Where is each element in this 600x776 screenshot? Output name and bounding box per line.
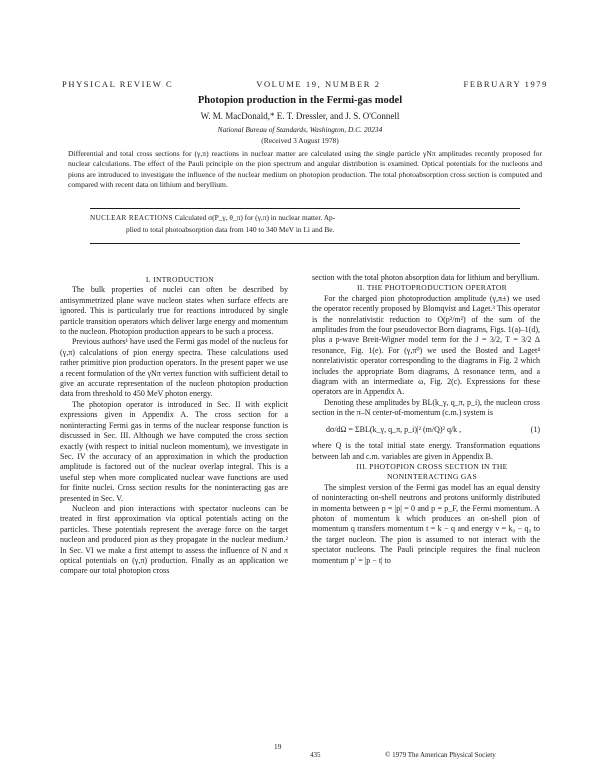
section-heading-introduction: I. INTRODUCTION: [145, 275, 215, 284]
section-heading-cross-section-line-1: III. PHOTOPION CROSS SECTION IN THE: [356, 461, 508, 471]
abstract: Differential and total cross sections for (γ,π) reactions in nuclear matter are calculated using the single particle γNπ amplitudes recently proposed for nuclear calculations. The effect of the Pauli principle on the pion spectrum and angular distribution is examined. Optical potentials for the nucleons and pions are introduced to investigate the influence of the nuclear medium on photopion production. The total photoabsorption cross section is computed and compared with recent data on lithium and beryllium.: [68, 149, 542, 189]
paragraph-continued: section with the total photon absorption data for lithium and beryllium.: [312, 273, 540, 282]
paragraph: The bulk properties of nuclei can often be described by antisymmetrized plane wave nucleon states when surface effects are ignored. This is particularly true for reactions introduced by single particle transition operators which deliver large energy and momentum to the nucleon. Photopion production appears to be such a process.: [60, 285, 288, 337]
author-list: W. M. MacDonald,* E. T. Dressler, and J. S. O'Connell: [200, 111, 400, 121]
copyright-notice: © 1979 The American Physical Society: [385, 751, 496, 759]
keywords-line-1: Calculated σ(P_γ, θ_π) for (γ,π) in nuclear matter. Ap-: [174, 213, 336, 222]
received-date: (Received 3 August 1978): [261, 136, 339, 145]
section-heading-photoproduction-operator: II. THE PHOTOPRODUCTION OPERATOR: [356, 283, 508, 293]
paragraph: The simplest version of the Fermi gas model has an equal density of noninteracting on-shell neutrons and protons uniformly distributed in momenta between p = |p| = 0 and p = p_F, the Fermi momentum. A photon of momentum k which produces an on-shell pion of momentum q transfers momentum t = k − q and energy ν = k₀ − q₀ to the target nucleon. The pion is assumed to not interact with the spectator nucleons. The Pauli principle requires the final nucleon momentum p′ = |p − t| to: [312, 482, 540, 565]
right-column: [312, 273, 540, 566]
paper-title: Photopion production in the Fermi-gas model: [197, 95, 403, 106]
journal-name: PHYSICAL REVIEW C: [62, 79, 174, 89]
equation-1: [326, 425, 540, 435]
section-heading-cross-section-line-2: NONINTERACTING GAS: [387, 472, 477, 482]
page-number: 435: [310, 751, 321, 759]
volume-number: VOLUME 19, NUMBER 2: [256, 79, 381, 89]
keywords-box: [90, 208, 520, 244]
paragraph: Nucleon and pion interactions with spectator nucleons can be treated in first approximation via optical potentials acting on the particles. These potentials represent the average force on the target nucleon and produced pion as they propagate in the nuclear medium.² In Sec. VI we make a first attempt to assess the influence of N and π optical potentials on (γ,π) production. Finally as an application we compare our total photopion cross: [60, 503, 288, 576]
issue-date: FEBRUARY 1979: [463, 79, 548, 89]
equation-body: dσ/dΩ = ΣBL(k_γ, q_π, p_i)|² (m/Q)² q/k ,: [326, 424, 462, 434]
paragraph: For the charged pion photoproduction amplitude (γ,π±) we used the operator recently proposed by Blomqvist and Laget.³ This operator is the nonrelativistic reduction to O(p²/m²) of the sum of the amplitudes from the four pseudovector Born diagrams, Figs. 1(a)–1(d), plus a p-wave Breit-Wigner model term for the J = 3/2, T = 3/2 Δ resonance, Fig. 1(e). For (γ,π⁰) we used the Bosted and Laget⁴ nonrelativistic operator corresponding to the diagrams in Fig. 2 which includes the appropriate Born diagrams, Δ resonance term, and a diagram with an intermediate ω, Fig. 2(c). Expressions for these operators are in Appendix A.: [312, 293, 540, 397]
equation-number: (1): [530, 424, 540, 434]
affiliation: National Bureau of Standards, Washington, D.C. 20234: [217, 125, 383, 134]
paragraph: Denoting these amplitudes by BL(k_γ, q_π, p_i), the nucleon cross section in the π–N center-of-momentum (c.m.) system is: [312, 397, 540, 418]
keywords-text: [90, 212, 520, 235]
footer-volume: 19: [274, 742, 282, 751]
running-header: [62, 79, 548, 89]
paragraph: Previous authors¹ have used the Fermi gas model of the nucleus for (γ,π) calculations of pion energy spectra. These calculations used rather primitive pion production operators. In the present paper we use a recent formulation of the γNπ vertex function with sufficient detail to give an accurate representation of the nucleon photopion production data from threshold to 450 MeV photon energy.: [60, 337, 288, 399]
paragraph: The photopion operator is introduced in Sec. II with explicit expressions given in Appendix A. The cross section for a noninteracting Fermi gas in terms of the nuclear response function is discussed in Sec. III. Although we have computed the cross section exactly (with respect to initial nucleon momentum), we investigate in Sec. IV the accuracy of an approximation in which the production amplitude is factored out of the nuclear overlap integral. This is a useful step when more complicated nuclear wave functions are used for finite nuclei. Cross section results for the noninteracting gas are presented in Sec. V.: [60, 399, 288, 503]
left-column: [60, 275, 288, 577]
keywords-label: NUCLEAR REACTIONS: [90, 214, 173, 222]
keywords-line-2: plied to total photoabsorption data from 140 to 340 MeV in Li and Be.: [126, 225, 335, 234]
paragraph: where Q is the total initial state energy. Transformation equations between lab and c.m. variables are given in Appendix B.: [312, 441, 540, 461]
